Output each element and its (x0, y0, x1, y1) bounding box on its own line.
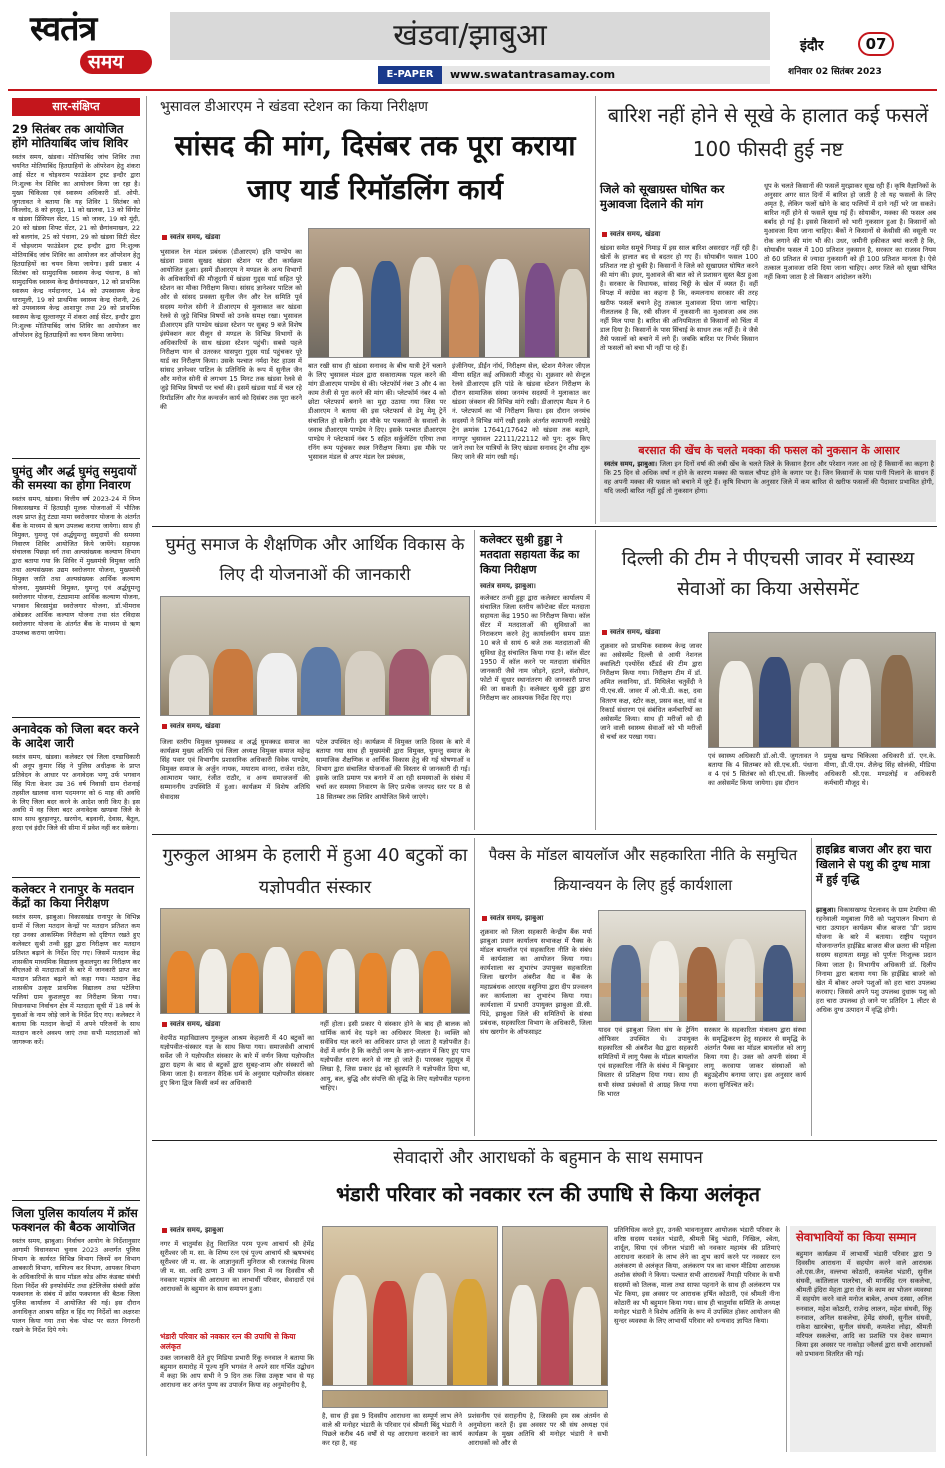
sidebar-divider (12, 458, 140, 459)
sidebar-item-body: स्वतंत्र समय, खंडवा। वित्तीय वर्ष 2023-24 में निम्न विकासखण्ड में हितग्राही मूलक योजनाओं में भौतिक लक्ष्य प्राप्त हेतु टंट्या मामा स्वरोजगार योजना के अंतर्गत बैंक के माध्यम से ऋण उपलब्ध कराया जायेगा। साथ ही विमुक्त, घुमन्तु एवं अर्द्धघुमन्तु समुदायों की समस्या निवारण शिविर आयोजित किये जायेंगे। सहायक संचालक पिछड़ा वर्ग तथा अल्पसंख्यक कल्याण विभाग द्वारा बताया गया कि शिविर में मुख्यमंत्री विमुक्त जाति तथा अल्पसंख्यक उद्यम स्वरोजगार योजना, मुख्यमंत्री विमुक्त जाति तथा अल्पसंख्यक आर्थिक कल्याण योजना, मुख्यमंत्री विमुक्त, घुमन्तु एवं अर्द्धघुमन्तु स्वरोजगार योजना, टंट्यामामा आर्थिक कल्याण योजना, भगवान बिरसामुंडा स्वरोजगार योजना, डॉ.भीमराव अंबेडकर आर्थिक कल्याण योजना तथा संत रविदास स्वरोजगार योजना के अंतर्गत बैंक के माध्यम से ऋण उपलब्ध कराया जायेगा। (12, 495, 140, 637)
column-rule (474, 530, 475, 830)
hybrid-body (816, 906, 936, 1136)
hybrid-headline: हाइब्रिड बाजरा और हरा चारा खिलाने से पशु की दुग्ध मात्रा में हुई वृद्धि (816, 843, 932, 886)
bhandari-subhead: भंडारी परिवार को नवकार रत्न की उपाधि से किया अलंकृत (160, 1332, 296, 1351)
sidebar-item (12, 464, 140, 705)
pacs-col3: सरकार के सहकारिता मंत्रालय द्वारा संस्था के समृद्धिकरण हेतु सहकार से समृद्धि के अंतर्गत पैक्स का मॉडल बायलॉज को लागू किया गया है। उक्त को अपनी संस्था में लागू करवाया जाकर संस्थाओं को बहुउद्देशीय बनाया जाए। इस अनुसार कार्य करना सुनिश्चित करें। (704, 1026, 806, 1089)
newspaper-logo (30, 10, 158, 80)
nomadic-byline: स्वतंत्र समय, खंडवा (162, 722, 220, 731)
bhandari-photo-audience (322, 1390, 608, 1408)
delhi-col1: शुक्रवार को प्राथमिक स्वास्थ्य केन्द्र जावर का असेसमेंट दिल्ली से आयी नेशनल क्वालिटी एश्योरेंस स्टैंडर्ड की टीम द्वारा निरीक्षण किया गया। निरीक्षण टीम में डॉ. अमित लवानिया, डॉ. मिथिलेश चतुर्वेदी ने पी.एच.सी. जावर में ओ.पी.डी. कक्ष, दवा वितरण कक्ष, स्टोर कक्ष, प्रसव कक्ष, वार्ड व रिकार्ड संधारण एवं संबंधित कर्मचारियों का असेसमेंट किया। साथ ही मरीजों को दी जाने वाली स्वास्थ्य सेवाओं को भी मरीजों से चर्चा कर परखा गया। (600, 642, 702, 741)
nomadic-col2: पटेल उपस्थित रहे। कार्यक्रम में विमुक्त जाति दिवस के बारे में बताया गया साथ ही मुख्यमंत्री द्वारा विमुक्त, घुमन्तु समाज के सामाजिक शैक्षणिक व आर्थिक विकास हेतु की गई घोषणाओं व विभाग द्वारा संचालित योजनाओं की विस्तार से जानकारी दी गई। इसके जाति प्रमाण पत्र बनाने में आ रही समस्याओं के संबंध में चर्चा कर समस्या निवारण के लिए प्रत्येक जनपद स्तर पर 8 से 18 सितम्बर तक शिविर आयोजित किये जाएंगे। (316, 738, 470, 801)
website-link[interactable]: www.swatantrasamay.com (450, 68, 616, 81)
sidebar-item-headline: घुमंतु और अर्द्ध घुमंतु समुदायों की समस्या का होगा निवारण (12, 464, 137, 492)
byline-marker-icon (602, 232, 607, 237)
bhandari-caption-strip2: प्रशंसनीय एवं सराहनीय है, जिसकी हम सब अंतर्मन से अनुमोदना करते हैं। इस अवसर पर श्री संघ अध्यक्ष एवं कार्यक्रम के मुख्य अतिथि श्री मनोहर भंडारी ने सभी आराधकों को और से (468, 1412, 608, 1448)
collector-body: कलेक्टर तन्वी हुड्डा द्वारा कलेक्टर कार्यालय में संचालित जिला स्तरीय कॉन्टेक्ट सेंटर मतदाता सहायता केंद्र 1950 का निरीक्षण किया। कॉल सेंटर में मतदाताओं की सुविधाओं का निराकरण करने हेतु कार्यालयीन समय प्रातः 10 बजे से सायं 6 बजे तक मतदाताओं की सुविधा हेतु संचालित किया गया है। कॉल सेंटर 1950 में कॉल करने पर मतदाता संबंधित जानकारी जैसे नाम जोड़ने, हटाने, संशोधन, फोटो में सुधार स्थानांतरण की जानकारी प्राप्त की जा सकती है। कलेक्टर सुश्री हुड्डा द्वारा निरीक्षण कर आवश्यक निर्देश दिए गए। (480, 594, 590, 703)
sidebar-divider (12, 877, 140, 878)
bhusawal-photo (308, 228, 590, 358)
maize-headline: बरसात की खेंच के चलते मक्का की फसल को नुकसान के आसार (638, 444, 900, 457)
byline-marker-icon (162, 1228, 167, 1233)
sidebar-item-headline: जिला पुलिस कार्यालय में क्रॉस फक्शनल की बैठक आयोजित (12, 1206, 138, 1234)
column-rule (811, 838, 812, 1136)
row-divider (152, 834, 937, 835)
gurukul-photo (160, 908, 470, 1014)
collector-byline: स्वतंत्र समय, झाबुआ। (480, 582, 536, 590)
bhandari-col2: प्रतिनिधित्व करते हुए, उनकी भावनानुसार आयोजक भंडारी परिवार के वरिष्ठ सदस्य यशवंत भंडारी, श्रीमती बिंदु भंडारी, निखिल, श्वेता, शार्दूल, सिया एवं जीनल भंडारी को नवकार महामंत्र की प्रतिमाएं आराधना करवाने के लाभ लेने का शुभ कार्य करने पर नवकार रत्न अलंकरण से अलंकृत किया, अलंकरण पत्र का वाचन मीडिया आराधक अशोक संघवी ने किया। पश्चात सभी आराधकों नैमाड़ी परिवार के सभी सदस्यों को तिलक, माला तथा साफा पहनाने के साथ ही अलंकरण पत्र भेंट किया, इस अवसर पर आराधक हर्षित कोठारी, एवं श्रीमती नीना कोठारी का भी बहुमान किया गया। साथ ही चातुर्मास समिति के अध्यक्ष मनोहर भंडारी ने विशेष अतिथि के रूप में उपस्थित होकर आयोजन की सुन्दर व्यवस्था के लिए लाभार्थी परिवार को धन्यवाद ज्ञापित किया। (614, 1226, 780, 1325)
pacs-byline: स्वतंत्र समय, झाबुआ (482, 914, 543, 923)
gurukul-byline: स्वतंत्र समय, खंडवा (162, 1020, 220, 1029)
honor-headline: सेवाभावियों का किया सम्मान (796, 1230, 916, 1244)
logo-line2: समय (88, 51, 124, 73)
nomadic-photo (160, 596, 470, 716)
pacs-photo (598, 910, 806, 1022)
gurukul-col1: वेदपीठ महाविद्यालय गुरुकुल आश्रम केहलारी में 40 बटुकों का यज्ञोपवीत-संस्कार यज्ञ के साथ किया गया। समाजसेवी आचार्य सर्वेश जी ने यज्ञोपवीत संस्कार के बारे में वर्णन किया यज्ञोपवीत द्वारा ग्रहण के बाद से बटुकों द्वारा सुबह-शाम और संस्कारों को किया जाता है। सनातन वैदिक धर्म के अनुसार यज्ञोपवीत संस्कार हुए बिना द्विज किसी कर्म का अधिकारी (160, 1034, 314, 1088)
bhusawal-col2: बात रखी साथ ही खंडवा सनावद के बीच यात्री ट्रेनें चलाने के लिए भुसावल मंडल द्वारा सकारात्मक पहल करने की मांग डीआरएम पाण्डेय से की। प्लेटफॉर्म नंबर 3 और 4 का काम तेजी से पूरा करने की मांग की। प्लेटफॉर्म नंबर 4 को छोटा प्लेटफार्म बनाने का मुद्दा उठाया गया जिस पर डीआरएम ने बताया की इस प्लेटफार्म से डेमू मेमू ट्रेनें संचालित हो सकेंगी। इस मौके पर पत्रकारों के सवालों के जवाब डीआरएम पाण्डेय ने दिए। इसके पश्चात डीआरएम पाण्डेय ने प्लेटफार्म नंबर 5 सहित सर्कुलेटिंग एरिया तथा रनिंग रूम पहुंचकर स्थल निरीक्षण किया। इस मौके पर भुसावल मंडल से अपर मंडल रेल प्रबंधक, (308, 362, 446, 461)
pacs-col2: यादव एवं झाबुआ जिला संघ के ट्रेनिंग ऑफिसर उपस्थित थे। उपायुक्त सहकारिता श्री अंबरीश वैद्य द्वारा सहकारी समितियों में लागू पैक्स के मॉडल बायलॉज एवं सहकारिता नीति के संबंध में बिन्दुवार विस्तार से प्रशिक्षण दिया गया। साथ ही सभी संस्था प्रबंधकों से आग्रह किया गया कि भारत (598, 1026, 698, 1098)
column-rule (595, 530, 596, 830)
bhandari-col1b: उक्त जानकारी देते हुए मिडिया प्रभारी रिंकू रुनवाल ने बताया कि बहुमान समारोह में पूज्य मुनि भगवंत ने अपने सार गर्भित उद्बोधन में कहा कि आप सभी ने 9 दिन तक जिस उत्कृष्ट भाव से यह आराधना कर अनंत पुण्य का उपार्जन किया वह अनुमोदनीय है, (160, 1354, 314, 1390)
sidebar-item-body: स्वतंत्र समय, झाबुआ। निर्वाचन आयोग के निर्देशानुसार आगामी विधानसभा चुनाव 2023 अन्तर्गत पुलिस विभाग के कार्यरत विभिन्न विभाग जिनमें वन विभाग आबकारी विभाग, वाणिज्य कर विभाग, आयकर विभाग के अधिकारियों के साथ मॉडल कोड ऑफ कंडक्ट संबंधी दिशा निर्देश की इनफोर्समेंट तथा इंटेलिजेंस संबंधी क्रॉस फक्शनल के संबंध में क्रॉस फक्शनल की बैठक जिला पुलिस कार्यालय में आयोजित की गई। इस दौरान अनाधिकृत आश्रय सहित व हिंद गए निर्देशों का अक्षरशः पालन किया गया तथा चेक पोस्ट पर सतत निगरानी रखने के निर्देश दिये गये। (12, 1237, 140, 1335)
drought-subhead: जिले को सूखाग्रस्त घोषित कर मुआवजा दिलाने की मांग (600, 182, 725, 211)
sidebar-divider (12, 717, 140, 718)
sidebar-item (12, 882, 140, 1189)
pacs-col1: शुक्रवार को जिला सहकारी केन्द्रीय बैंक मर्या झाबुआ प्रधान कार्यालय सभाकक्ष में पैक्स के मॉडल बायलॉज एवं सहकारिता नीति के संबंध में कार्यशाला का आयोजन किया गया। कार्यशाला का शुभारंभ उपायुक्त सहकारिता जिला खरगोन अंबरीश वैद्य व बैंक के महाप्रबंधक आरएस वसुनिया द्वारा दीप प्रज्वलन कर कार्यशाला का शुभारंभ किया गया। कार्यशाला में प्रभारी उपायुक्त झाबुआ डी.सी. पिंडे, झाबुआ जिले की समितियों के संस्था प्रबंधक, सहकारिता विभाग के अधिकारी, जिला संघ खरगोन के ऑफसाइट (480, 928, 592, 1037)
sidebar-item (12, 1206, 140, 1437)
row-divider (152, 526, 937, 527)
bhusawal-col1: भुसावल रेल मंडल प्रबंधक (डीआरएम) इति पाण्डेय का खंडवा प्रवास सुखद खंडवा स्टेशन पर दौरा कार्यक्रम आयोजित हुआ। इसमें डीआरएम ने मण्डल के अन्य विभागों के अधिकारियों की मौजूदगी में खंडवा गुड्स यार्ड सहित पूरे स्टेशन का मौका निरीक्षण किया। सांसद ज्ञानेश्वर पाटिल को ओर से सांसद प्रवक्ता सुनील जैन और रेल समिति पूर्व सदस्य मनोज सोनी ने डीआरएम से मुलाकात कर खंडवा रेलवे से जुड़े विभिन्न विषयों को उनके समक्ष रखा। भुसावल डीआरएम इति पाण्डेय खंडवा स्टेशन पर सुबह 9 बजे विशेष इंस्पेक्शन कार सैलून से मण्डल के विभिन्न विभागों के अधिकारियों के साथ खंडवा स्टेशन पहुंची। सबसे पहले निरीक्षण यान से उतरकर घासपुरा गुड्स यार्ड पहुंचकर पूरे यार्ड का निरीक्षण किया। उसके पश्चात नर्मदा रेस्ट हाउस में सांसद ज्ञानेश्वर पाटिल के प्रतिनिधि के रूप में सुनील जैन और मनोज सोनी से लगभग 15 मिनट तक खंडवा रेलवे से जुड़े विभिन्न विषयों पर चर्चा की। इसमें खंडवा यार्ड में चल रहे रिमॉडलिंग और गेज कन्वर्जन कार्य को दिसंबर तक पूरा करने की (160, 248, 302, 411)
epaper-label: E-PAPER (378, 66, 442, 84)
delhi-byline: स्वतंत्र समय, खंडवा (602, 628, 660, 637)
bhandari-photo-ceremony (322, 1226, 498, 1386)
drought-col2: धूप के चलते किसानों की फसलें मुरझाकर सूख रही हैं। कृषि वैज्ञानिकों के अनुसार अगर सात दिनों में बारिश हो जाती है तो यह फसलों के लिए अमृत है, लेकिन फलों खोने के बाद फलियों में दाने नहीं भरे जा सकते। बारिश नहीं होने से फसलें सूख गई हैं। सोयाबीन, मक्का की फसल अब बर्बाद हो गई है। इससे किसानों को भारी नुकसान हुआ है। किसानों को मुआवजा दिया जाना चाहिए। बैंकों ने किसानों से केसीसी की वसूली पर रोक लगाने की मांग भी की। उधर, जमीनी हकीकत बयां करती है कि, सोयाबीन फसल में 100 प्रतिशत नुकसान है, सरकार का राजस्व नियम तो 60 प्रतिशत से ज्यादा नुकसानी को ही 100 प्रतिशत मानता है। ऐसे तत्काल मुआवजा राशि दिया जाना चाहिए। अगर जिले को सूखा घोषित नहीं किया जाता है तो किसान आंदोलन करेंगे। (764, 182, 936, 281)
maize-body (604, 460, 934, 518)
bhandari-col1: नगर में चातुर्मास हेतु विराजित परम पूज्य आचार्य श्री हेमेंद्र सूरीश्वर जी म. सा. के शिष्य रत्न एवं पूज्य आचार्य श्री ऋषभचंद सूरीश्वर जी म. सा. के आज्ञानुवर्ती मुनिराज श्री रजतचंद्र विजय जी म. सा. आदि ठाणा 3 की पावन निश्रा में नव दिवसीय श्री नवकार महामंत्र की आराधना का लाभार्थी परिवार, सेवादारों एवं आराधकों के बहुमान के साथ समापन हुआ। (160, 1240, 314, 1294)
nomadic-headline: घुमंतु समाज के शैक्षणिक और आर्थिक विकास के लिए दी योजनाओं की जानकारी (165, 535, 465, 585)
column-rule (474, 838, 475, 1136)
logo-line1: स्वतंत्र (30, 9, 97, 49)
sidebar-item-body: स्वतंत्र समय, खंडवा। कलेक्टर एवं जिला दण्डाधिकारी श्री अनूप कुमार सिंह ने पुलिस अधीक्षक के प्राप्त प्रतिवेदन के आधार पर अनावेदक भग्गू उर्फ भगवान सिंह पिता केशर उम्र 36 वर्ष निवासी ग्राम रोशनाई तहसील खालवा थाना पदमनगर को 6 माह की अवधि के लिए जिला बदर करने के आदेश जारी किए है। इस अवधि में वह जिला बदर अनावेदक खण्डवा जिले के साथ साथ बुरहानपुर, खरगोन, बड़वानी, देवास, बैतूल, हरदा एवं इंदौर जिले की सीमा में प्रवेश नहीं कर सकेगा। (12, 753, 140, 833)
maize-body-text: जिला इन दिनों वर्षा की लंबी खेंच के चलते जिले के किसान हैरान और परेशान नजर आ रहे हैं किसानों का कहना है कि 25 दिन से अधिक वर्षा न होने के कारण मक्का की फसल चौपट होने के कगार पर है। जिन किसानों के पास पानी पिलाने के साधन हैं वह अपनी मक्का की फसल को बचाने में जुटे हैं। कृषि विभाग के अनुसार जिले में कम बारिश से खरीफ फसलों की पैदावार प्रभावित होगी, यदि जल्दी बारिश नहीं हुई तो नुकसान होगा। (604, 460, 934, 496)
nomadic-col1: जिला स्तरीय विमुक्त घुमक्कड व अर्द्ध घुमक्कड समाज का कार्यक्रम मुख्य अतिथि एवं जिला अध्यक्ष विमुक्त समाज महेन्द्र सिंह पवार एवं विभागीय प्रशासनिक अधिकारी विवेक पाण्डेय, विमुक्त समाज के अर्जुन नायक, मयाराम वानरा, राजेश राठेर, आत्माराम पवार, रंजीत राठौर, व अन्य समाजजनों की सम्माननीय उपस्थिति में हुआ। कार्यक्रम में विशेष अतिथि सेवादास (160, 738, 310, 801)
bhandari-caption-strip: है, साथ ही इस 9 दिवसीय आराधना का सम्पूर्ण लाभ लेने वाले श्री मनोहर भंडारी के परिवार एवं श्रीमती बिंदु भंडारी ने पिछले करीब 46 वर्षों से यह आराधना करवाने का कार्य कर रहा है, वह (322, 1412, 462, 1448)
sidebar-item-headline: अनावेदक को जिला बदर करने के आदेश जारी (12, 722, 139, 750)
drought-headline: बारिश नहीं होने से सूखे के हालात कई फसलें 100 फीसदी हुई नष्ट (607, 103, 929, 161)
byline-marker-icon (162, 235, 167, 240)
masthead-divider (8, 89, 937, 91)
honor-body: बहुमान कार्यक्रम में लाभार्थी भंडारी परिवार द्वारा 9 दिवसीय आराधना में सहयोग करने वाले आराधक ओ.एस.जैन, वल्लभा कोठारी, कमलेश भंडारी, सुनील संघवी, कांतिलाल पालरेचा, श्री मानसिंह रत्न सकलेचा, श्रीमती इंदिरा मेहता द्वारा रोज के काम का भोजन व्यवस्था में सहयोग करने वाले मनोज बाबेल, अभय दस्सा, अनिल रुनवाल, महेश कोठारी, राजेन्द्र लालन, महेश संघवी, रिंकू रुनवाल, अनिल सकलेचा, हेमेंद्र संघवी, सुनील संघवी, राकेश खारबेचा, सुनील संघवी, कमलेश लोढ़ा, श्रीमती मरियल सकलेचा, आदि का प्रशस्ति पत्र देकर सम्मान किया इस अवसर पर नाकोड़ा ज्वैलर्स द्वारा सभी आराधकों को प्रभावना वितरित की गई। (796, 1250, 932, 1359)
bhusawal-byline: स्वतंत्र समय, खंडवा (162, 233, 220, 242)
drought-col1: खंडवा समेत समूचे निमाड़ में इस साल बारिश असरदार नहीं रही है। खेतों के हालात बद से बदतर हो गए हैं। सोयाबीन फसल 100 प्रतिशत नष्ट हो चुकी है। किसानों ने जिले को सूखाग्रस्त घोषित करने की मांग की। इधर, मुआवजे की बात को ले प्रशासन सुस्त बैठा हुआ है। सरकार के विधायक, सांसद चिट्ठी के खेल में व्यस्त हैं। वहीं विपक्ष में कांग्रेस का कहना है कि, कमलनाथ सरकार की तरह खरीफ फसलें बचाने हेतु तत्काल मुआवजा दिया जाना चाहिए। नीलतलब है कि, रबी सीजन में नुकसानी का मुआवजा अब तक नहीं मिल पाया है। बारिश की अनियमितता से किसानों को चिंता में डाल दिया है। किसानों के पास सिंचाई के साधन तक नहीं हैं। वे जैसे तैसे फसलों को बचाने में लगे हैं। जबकि बारिश पर निर्भर किसान तो फसलों को बचा भी नहीं पा रहे हैं। (600, 244, 758, 353)
sidebar-section-label: सार-संक्षिप्त (12, 98, 140, 116)
sidebar-item-body: स्वतंत्र समय, खंडवा। मोतियाबिंद जांच शिविर तथा चयनित मोतियाबिंद हितग्राहियों के ऑपरेशन हेतु शंकरा आई सेंटर व चोइथराम फाउंडेशन ट्रस्ट इन्दौर द्वारा नि:शुल्क नेत्र शिविर का आयोजन किया जा रहा है। मुख्य चिकित्सा एवं स्वास्थ्य अधिकारी डॉ. ओपी. जुगतावत ने बताया कि यह शिविर 1 सितंबर को किल्लोद, 8 को हरसूद, 11 को खालवा, 13 को सिंगोट व खंडवा प्रिंसिपल सेंटर, 15 को जावर, 19 को मूंदी, 20 को खंडवा शिफ्ट सेंटर, 21 को छैगांवमाखन, 22 को बलगांव, 25 को पंधाना, 29 को खंडवा सिटी सेंटर में चोइथराम फाउंडेशन ट्रस्ट इन्दौर द्वारा नि:शुल्क मोतियाबिंद जांच शिविर का आयोजन कर ऑपरेशन हेतु हितग्राहियों का चयन किया जायेगा। इसी प्रकार 4 सितंबर को सामुदायिक स्वास्थ्य केन्द्र पंधाना, 8 को सामुदायिक स्वास्थ्य केन्द्र छैगांवमाखन, 12 को प्राथमिक स्वास्थ्य केन्द्र नर्मदानगर, 14 को उपस्वास्थ्य केन्द्र धारामूली, 19 को प्राथमिक स्वास्थ्य केन्द्र रोशनी, 26 को उपस्वास्थ्य केन्द्र आशापुर तथा 29 को प्राथमिक स्वास्थ्य केन्द्र सुल्तानपुर में शंकरा आई सेंटर, इन्दौर द्वारा नि:शुल्क मोतियाबिंद जांच शिविर का आयोजन कर ऑपरेशन हेतु हितग्राहियों का चयन किया जायेगा। (12, 153, 140, 340)
hybrid-byline: झाबुआ। (816, 906, 836, 914)
gurukul-col2: नहीं होता। इसी प्रकार ये संस्कार होने के बाद ही बालक को धार्मिक कार्य वेद पढ़ने का अधिकार मिलता है। व्यक्ति को सर्वविध यज्ञ करने का अधिकार प्राप्त हो जाता है यज्ञोपवीत है। वेदों में वर्णन है कि करोड़ों जन्म के ज्ञान-अज्ञान में किए हुए पाप यज्ञोपवीत धारण करने से नष्ट हो जाते हैं। पारस्कर गृह्यसूत्र में लिखा है, जिस प्रकार इंद्र को बृहस्पति ने यज्ञोपवीत दिया था, आयु, बल, बुद्धि और संपत्ति की वृद्धि के लिए यज्ञोपवीत पहनना चाहिए। (320, 1020, 470, 1092)
bhusawal-col3: इंजीनियर, डीईंन नॉर्थ, निरीक्षण सेल, स्टेशन मैनेजर जीएल मीणा सहित कई अधिकारी मौजूद थे। शुक्रवार को सेन्ट्रल रेलवे डीआरएम इति पांडे के खंडवा स्टेशन निरीक्षण के दौरान सामाजिक संस्था जनमंच सदस्यों ने मुलाकात कर खंडवा जंक्शन की विभिन्न मांगे रखी। डीआरएम मैडम ने 6 नं. प्लेटफार्म का भी निरीक्षण किया। इस दौरान जनमंच सदस्यों ने विभिन्न मांगें रखी इसके अंतर्गत कामायनी नरखेड़े ट्रेन क्रमांक 17641/17642 को खंडवा तक बढ़ाने, नागपुर भुसावल 22111/22112 को पुन: शुरू किए जाने तथा रेल यात्रियों के लिए खंडवा सनावद ट्रेन शीघ्र शुरू किए जाने की मांग रखी गई। (452, 362, 590, 461)
byline-marker-icon (482, 916, 487, 921)
masthead (0, 0, 945, 88)
column-rule (595, 96, 596, 524)
column-rule (786, 1226, 787, 1452)
hybrid-body-text: विकासखण्ड पेटलावद के ग्राम टेमरिया की रहनेवाली मधुबाला गिरी को पशुपालन विभाग से चारा उत्पादन कार्यक्रम बीज बाजरा 'डी' प्रदाय योजना के बारे में बताया। राष्ट्रीय पशुधन योजनान्तर्गत हाईब्रिड बाजरा बीज छतरा की महिला सदस्य सहायता समूह को पूर्णतः निःशुल्क प्रदान किया जाता है। विभागीय अधिकारी डॉ. दिलीप निनामा द्वारा बताया गया कि हाईब्रिड बाजरे को खेत में बोकर अपने पशुओं को हरा चारा उपलब्ध करवाए। जिससे अपने पशु उपलब्ध दुधारू पशु को हरा चारा उपलब्ध हो जाने पर प्रतिदिन 1 लीटर से अधिक दुग्ध उत्पादन में वृद्धि होगी। (816, 906, 936, 1015)
issue-date: शनिवार 02 सितंबर 2023 (788, 67, 882, 77)
bhandari-headline: भंडारी परिवार को नवकार रत्न की उपाधि से किया अलंकृत (335, 1182, 761, 1206)
row-divider (152, 1140, 937, 1141)
delhi-headline: दिल्ली की टीम ने पीएचसी जावर में स्वास्थ्य सेवाओं का किया असेसमेंट (621, 548, 915, 600)
edition-title: खंडवा/झाबुआ (393, 18, 547, 53)
city-label: इंदौर (800, 38, 824, 54)
sidebar-divider (12, 1200, 140, 1201)
pacs-headline: पैक्स के मॉडल बायलॉज और सहकारिता नीति के समुचित क्रियान्वयन के लिए हुई कार्यशाला (488, 846, 798, 894)
byline-marker-icon (162, 1022, 167, 1027)
bhandari-photo-gathering (502, 1226, 608, 1386)
bhusawal-kicker: भुसावल डीआरएम ने खंडवा स्टेशन का किया निरीक्षण (160, 99, 428, 115)
bhusawal-headline: सांसद की मांग, दिसंबर तक पूरा कराया जाए यार्ड रिमॉडलिंग कार्य (174, 129, 576, 206)
sidebar-item-headline: कलेक्टर ने रानापुर के मतदान केंद्रों का किया निरीक्षण (12, 882, 134, 910)
drought-byline: स्वतंत्र समय, खंडवा (602, 230, 660, 239)
sidebar-item-body: स्वतंत्र समय, झाबुआ। विकासखंड रानापुर के विभिन्न ग्रामों में जिला मतदान केन्द्रों पर मतदान प्रतिशत कम रहा उनका आकस्मिक निरीक्षण को दृष्टिगत रखते हुए कलेक्टर सुश्री तन्वी हुड्डा द्वारा निरीक्षण कर मतदान प्रतिशत बढ़ाने के निर्देश दिए गए। जिसमें मतदान केंद्र शासकीय माध्यमिक विद्यालय कुशलपुरा का निरीक्षण कर बीएलओ से मतदाताओं के बारे में जानकारी प्राप्त कर मतदान प्रतिशत बढ़ाने को कहा गया। मतदान केंद्र शासकीय उत्कृष्ट प्राथमिक विद्यालय तथा पटेलिया फलियां ग्राम कुशलपुरा का निरीक्षण किया गया। विधानसभा निर्वाचन क्षेत्र में मतदाता सूची में 18 वर्ष के युवाओं के नाम जोड़े जाने के निर्देश दिए गए। कलेक्टर ने बताया कि मतदान केन्द्रों में अपने परिजनों के साथ मतदान करने अवश्य जाएं तथा सभी मतदाताओं को जागरूक करें। (12, 913, 140, 1046)
delhi-col2: एवं स्वास्थ्य अधिकारी डॉ.ओ.पी. जुगतावत ने बताया कि 4 सितम्बर को सी.एच.सी. पंधाना व 4 एवं 5 सितंबर को सी.एच.सी. किल्लौद का असेसमेंट किया जायेगा। इस दौरान (708, 752, 818, 788)
delhi-photo (708, 632, 936, 748)
bhandari-kicker: सेवादारों और आराधकों के बहुमान के साथ समापन (393, 1148, 703, 1168)
sidebar-item (12, 122, 140, 447)
delhi-col3: प्रमुख खण्ड चिकित्सा अधिकारी डॉ. एन.के. मीणा, डी.पी.एम. शैलेन्द्र सिंह सोलंकी, मीडिया अधिकारी श्री.एस. मण्डलोई व अधिकारी कर्मचारी मौजूद थे। (824, 752, 936, 788)
sidebar-item-headline: 29 सितंबर तक आयोजित होंगे मोतियाबिंद जांच शिविर (12, 122, 128, 150)
sidebar-vertical-rule (146, 96, 147, 1456)
maize-byline: स्वतंत्र समय, झाबुआ। (604, 460, 658, 468)
gurukul-headline: गुरुकुल आश्रम के हलारी में हुआ 40 बटुकों का यज्ञोपवीत संस्कार (162, 845, 468, 898)
byline-marker-icon (162, 724, 167, 729)
byline-marker-icon (602, 630, 607, 635)
sidebar-item (12, 722, 140, 871)
bhandari-byline: स्वतंत्र समय, झाबुआ (162, 1226, 223, 1235)
page-number: 07 (865, 35, 887, 53)
collector-headline: कलेक्टर सुश्री हुड्डा ने मतदाता सहायता केंद्र का किया निरीक्षण (480, 533, 580, 576)
